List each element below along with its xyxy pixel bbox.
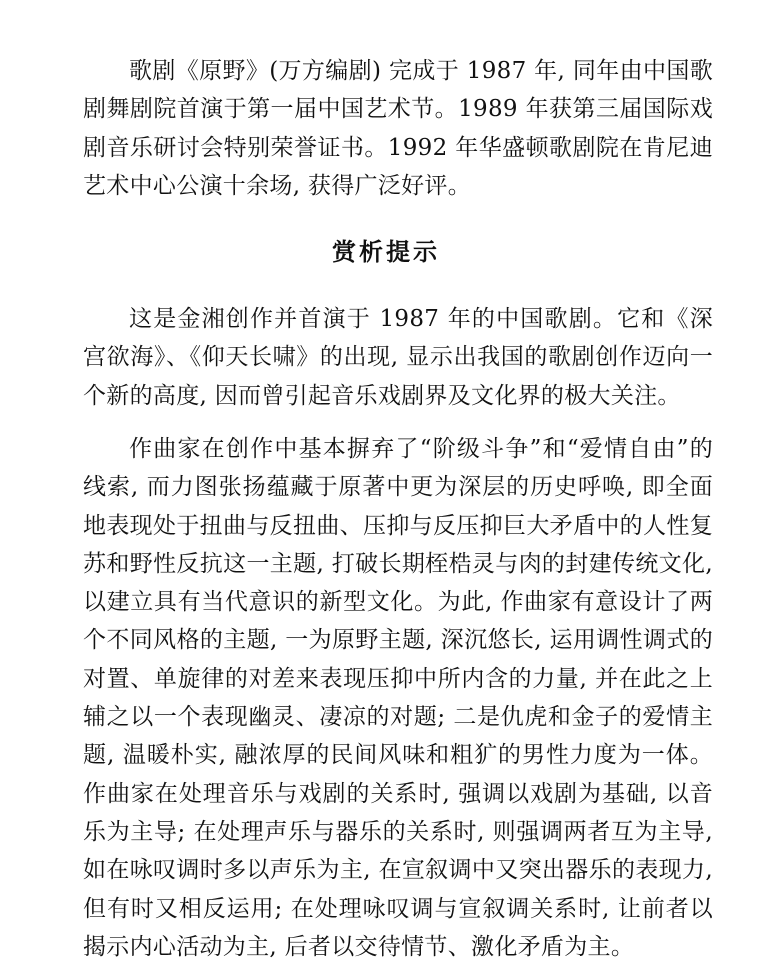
analysis-paragraph-2: 作曲家在创作中基本摒弃了“阶级斗争”和“爱情自由”的线索, 而力图张扬蕴藏于原著中更为深层的历史呼唤, 即全面地表现处于扭曲与反扭曲、压抑与反压抑巨大矛盾中的人性复苏和野性反抗这一主题, 打破长期桎梏灵与肉的封建传统文化, 以建立具有当代意识的新型文化。为此, 作曲家有意设计了两个不同风格的主题, 一为原野主题, 深沉悠长, 运用调性调式的对置、单旋律的对差来表现压抑中所内含的力量, 并在此之上辅之以一个表现幽灵、凄凉的对题; 二是仇虎和金子的爱情主题, 温暖朴实, 融浓厚的民间风味和粗犷的男性力度为一体。作曲家在处理音乐与戏剧的关系时, 强调以戏剧为基础, 以音乐为主导; 在处理声乐与器乐的关系时, 则强调两者互为主导, 如在咏叹调时多以声乐为主, 在宣叙调中又突出器乐的表现力, 但有时又相反运用; 在处理咏叹调与宣叙调关系时, 让前者以揭示内心活动为主, 后者以交待情节、激化矛盾为主。 [83,436,713,960]
intro-paragraph: 歌剧《原野》(万方编剧) 完成于 1987 年, 同年由中国歌剧舞剧院首演于第一届中国艺术节。1989 年获第三届国际戏剧音乐研讨会特别荣誉证书。1992 年华盛顿歌剧院在肯尼迪艺术中心公演十余场, 获得广泛好评。 [83,58,713,199]
analysis-paragraph-1: 这是金湘创作并首演于 1987 年的中国歌剧。它和《深宫欲海》、《仰天长啸》的出现, 显示出我国的歌剧创作迈向一个新的高度, 因而曾引起音乐戏剧界及文化界的极大关注。 [83,306,713,409]
section-heading: 赏析提示 [332,237,440,266]
